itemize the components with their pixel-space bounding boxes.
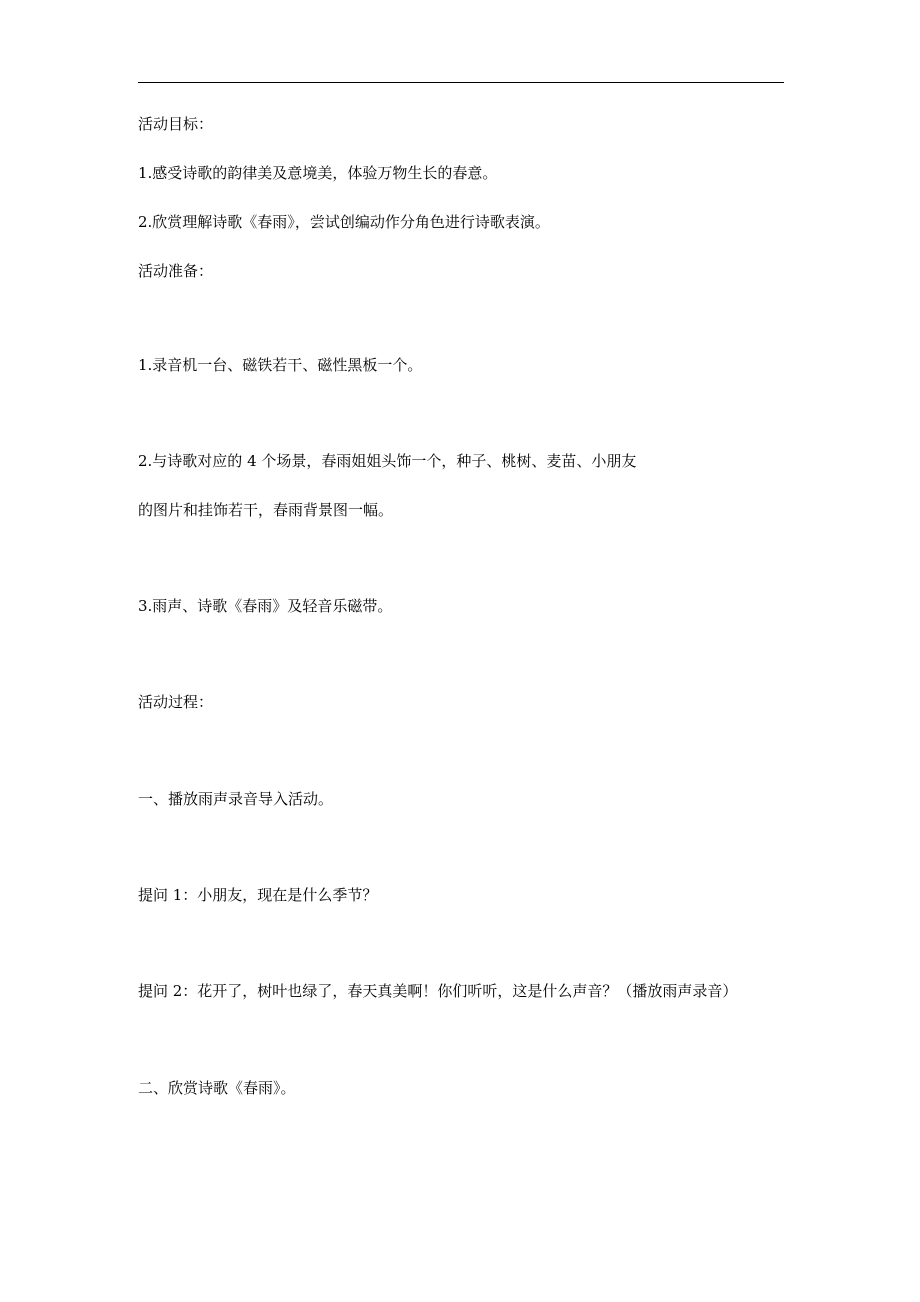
section-heading-preparation: 活动准备： — [138, 262, 214, 280]
goal-item-1: 1.感受诗歌的韵律美及意境美，体验万物生长的春意。 — [138, 164, 498, 182]
header-rule — [138, 82, 784, 83]
section-heading-goals: 活动目标： — [138, 115, 214, 133]
preparation-item-2-continued: 的图片和挂饰若干，春雨背景图一幅。 — [138, 501, 394, 519]
preparation-item-2: 2.与诗歌对应的 4 个场景，春雨姐姐头饰一个，种子、桃树、麦苗、小朋友 — [138, 452, 637, 470]
question-1: 提问 1：小朋友，现在是什么季节？ — [138, 886, 378, 904]
section-heading-process: 活动过程： — [138, 693, 214, 711]
preparation-item-3: 3.雨声、诗歌《春雨》及轻音乐磁带。 — [138, 597, 393, 615]
process-step-2: 二、欣赏诗歌《春雨》。 — [138, 1079, 296, 1097]
process-step-1: 一、播放雨声录音导入活动。 — [138, 790, 334, 808]
preparation-item-1: 1.录音机一台、磁铁若干、磁性黑板一个。 — [138, 356, 423, 374]
goal-item-2: 2.欣赏理解诗歌《春雨》，尝试创编动作分角色进行诗歌表演。 — [138, 213, 550, 231]
question-2: 提问 2：花开了，树叶也绿了，春天真美啊！你们听听，这是什么声音？（播放雨声录音） — [138, 982, 738, 1000]
